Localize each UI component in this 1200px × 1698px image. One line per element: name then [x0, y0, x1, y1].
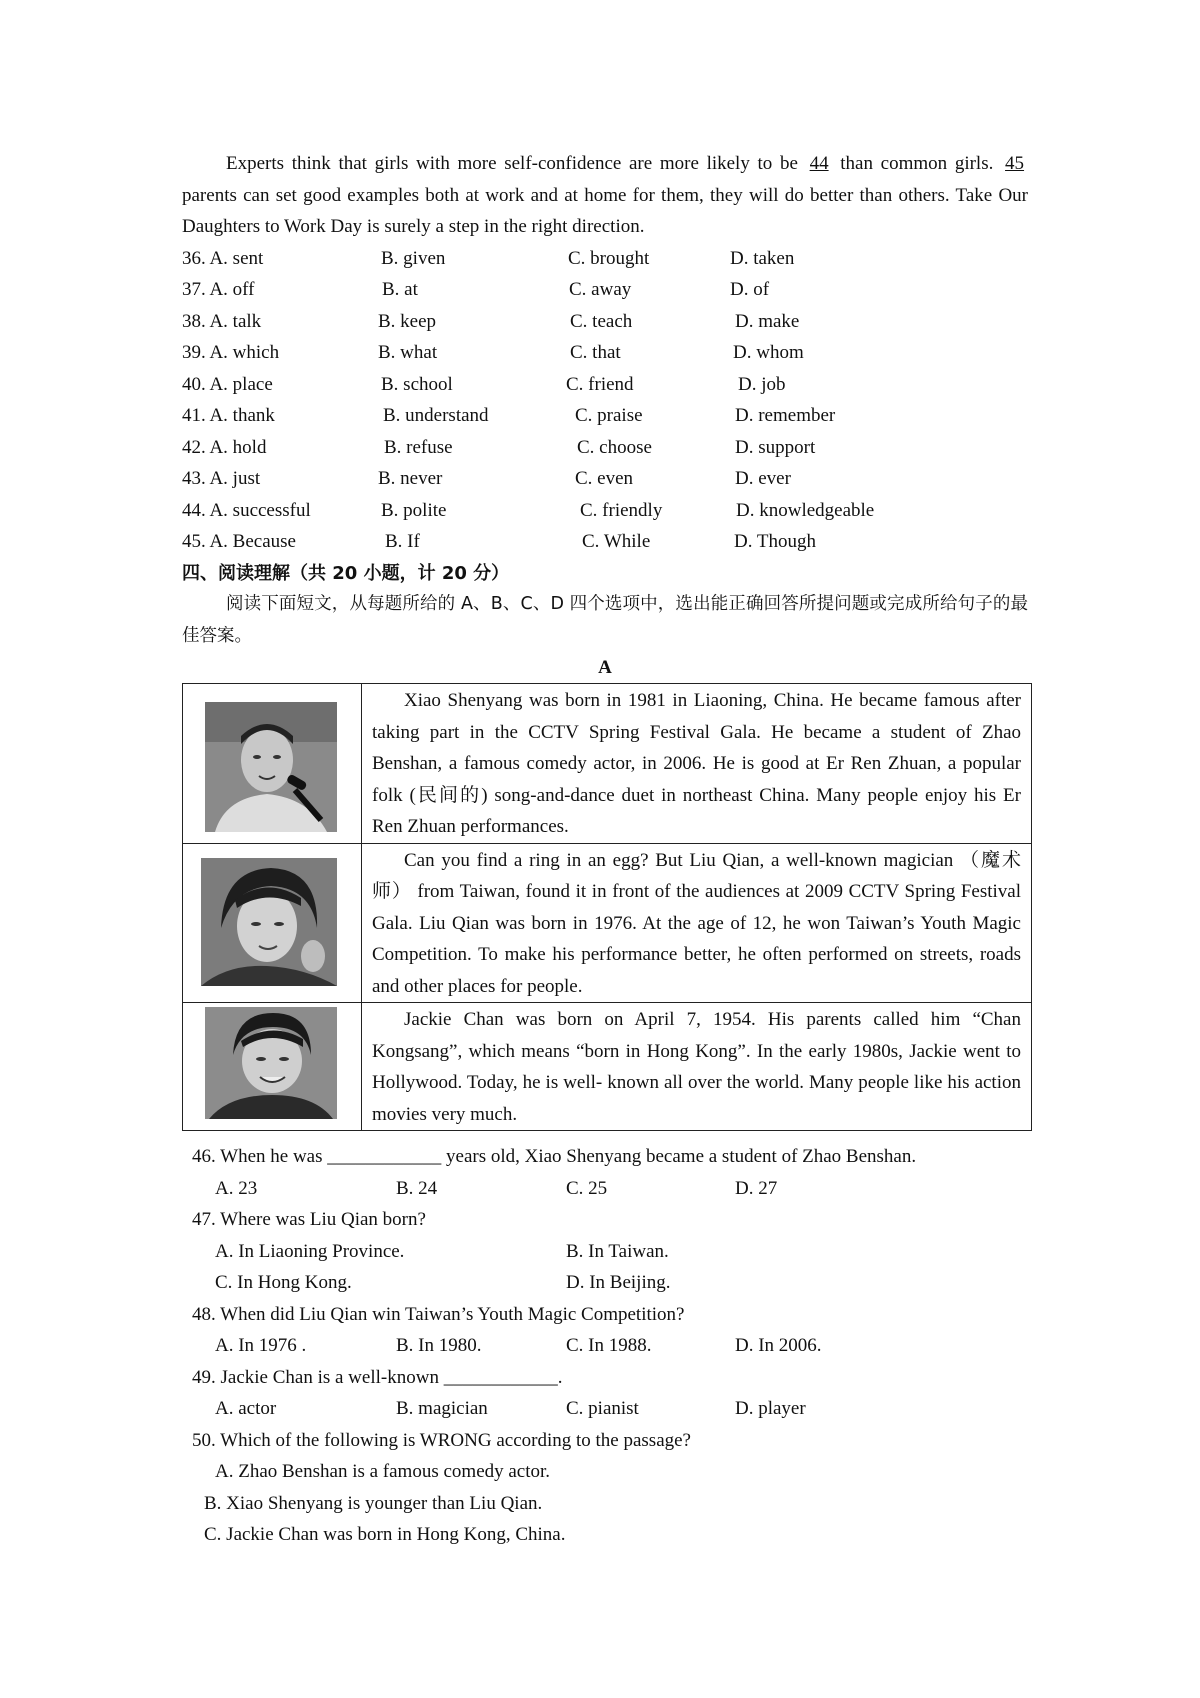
- cloze-row: [182, 400, 1028, 432]
- photo-cell: [183, 684, 362, 844]
- section-heading: 四、阅读理解（共 20 小题，计 20 分）: [182, 562, 510, 584]
- option-d: D. job: [738, 373, 786, 395]
- cloze-row: [182, 369, 1028, 401]
- blank-44: 44: [809, 153, 829, 174]
- option-c: C. friend: [566, 373, 634, 395]
- question-47: 47. Where was Liu Qian born?: [192, 1209, 426, 1230]
- passage-paragraph: [182, 148, 1028, 243]
- question-49: 49. Jackie Chan is a well-known ____________.: [192, 1366, 563, 1388]
- option-a: 44. A. successful: [182, 499, 311, 521]
- page-content: [182, 148, 1028, 684]
- option-b: B. 24: [396, 1177, 438, 1199]
- option-c: C. that: [570, 342, 621, 363]
- option-d: D. In Beijing.: [566, 1272, 671, 1293]
- option-a: 42. A. hold: [182, 436, 267, 458]
- profile-text-cell: [362, 843, 1032, 1003]
- option-a: 41. A. thank: [182, 405, 275, 426]
- option-b: B. In Taiwan.: [566, 1240, 669, 1262]
- option-d: D. support: [735, 436, 816, 458]
- option-a: 36. A. sent: [182, 247, 264, 269]
- profile-text-cell: [362, 684, 1032, 844]
- section-instruction: 阅读下面短文，从每题所给的 A、B、C、D 四个选项中，选出能正确回答所提问题或完成所给句子的最佳答案。: [182, 594, 1028, 646]
- profile-row: [183, 684, 1032, 844]
- option-b: B. Xiao Shenyang is younger than Liu Qian.: [204, 1492, 543, 1514]
- option-c: C. praise: [575, 405, 643, 426]
- cloze-row: [182, 432, 1028, 464]
- option-b: B. at: [382, 279, 418, 300]
- question-50: 50. Which of the following is WRONG according to the passage?: [192, 1429, 691, 1451]
- option-50-c: [192, 1519, 1032, 1551]
- option-d: D. In 2006.: [735, 1335, 822, 1356]
- questions: [192, 1141, 1032, 1551]
- portrait-jackie-chan: [205, 1007, 337, 1119]
- option-c: C. choose: [577, 436, 652, 458]
- options-49: [192, 1393, 1032, 1425]
- cloze-row: [182, 243, 1028, 275]
- option-c: C. pianist: [566, 1398, 639, 1419]
- option-d: D. knowledgeable: [736, 499, 875, 521]
- option-d: D. Though: [734, 531, 816, 552]
- option-c: C. teach: [570, 310, 633, 332]
- question-46: 46. When he was ____________ years old, Xiao Shenyang became a student of Zhao Benshan.: [192, 1146, 917, 1167]
- option-a: 37. A. off: [182, 279, 255, 300]
- passage-label: A: [598, 657, 612, 678]
- option-b: B. school: [381, 373, 453, 395]
- option-d: D. 27: [735, 1177, 778, 1199]
- options-47-row2: [192, 1267, 1032, 1299]
- photo-cell: [183, 843, 362, 1003]
- blank-45: 45: [1005, 153, 1025, 174]
- option-b: B. what: [378, 342, 438, 363]
- option-c: C. In 1988.: [566, 1335, 652, 1356]
- passage-text: Experts think that girls with more self-confidence are more likely to be: [226, 153, 798, 174]
- option-b: B. keep: [378, 310, 437, 332]
- option-b: B. given: [381, 247, 446, 269]
- option-d: D. player: [735, 1398, 806, 1419]
- profile-text-cell: [362, 1003, 1032, 1131]
- options-47-row1: [192, 1236, 1032, 1268]
- profile-text: Xiao Shenyang was born in 1981 in Liaoning, China. He became famous after taking part in the CCTV Spring Festival Gala. He became a student of Zhao Benshan, a famous comedy actor, in 2006. He is good at Er Ren Zhuan, a popular folk (民间的) song-and-dance duet in northeast China. Many people enjoy his Er Ren Zhuan performances.: [372, 690, 1021, 837]
- option-50-a: [192, 1456, 1032, 1488]
- option-a: A. In Liaoning Province.: [215, 1240, 405, 1262]
- portrait-liu-qian: [201, 858, 337, 986]
- option-b: B. polite: [381, 499, 447, 521]
- option-d: D. whom: [733, 342, 804, 363]
- option-a: 40. A. place: [182, 373, 273, 395]
- profile-row: [183, 1003, 1032, 1131]
- option-a: A. In 1976 .: [215, 1335, 307, 1356]
- profile-text: Jackie Chan was born on April 7, 1954. His parents called him “Chan Kongsang”, which means “born in Hong Kong”. In the early 1980s, Jackie went to Hollywood. Today, he is well- known all over the world. Many people like his action movies very much.: [372, 1009, 1021, 1125]
- option-d: D. make: [735, 310, 800, 332]
- cloze-row: [182, 274, 1028, 306]
- option-c: C. away: [569, 279, 632, 300]
- cloze-row: [182, 463, 1028, 495]
- passage-text: parents can set good examples both at work and at home for them, they will do better than others. Take Our Daughters to Work Day is surely a step in the right direction.: [182, 184, 1028, 237]
- option-a: 39. A. which: [182, 342, 280, 363]
- options-46: [192, 1173, 1032, 1205]
- option-d: D. remember: [735, 405, 836, 426]
- question-48: 48. When did Liu Qian win Taiwan’s Youth Magic Competition?: [192, 1303, 685, 1325]
- option-c: C. friendly: [580, 499, 663, 521]
- cloze-row: [182, 495, 1028, 527]
- profile-row: [183, 843, 1032, 1003]
- option-b: B. refuse: [384, 436, 453, 458]
- option-c: C. In Hong Kong.: [215, 1272, 352, 1293]
- option-b: B. magician: [396, 1398, 488, 1419]
- profile-text: Can you find a ring in an egg? But Liu Qian, a well-known magician （魔术师） from Taiwan, found it in front of the audiences at 2009 CCTV Spring Festival Gala. Liu Qian was born in 1976. At the age of 12, he won Taiwan’s Youth Magic Competition. To make his performance better, he often performed on streets, roads and other places for people.: [372, 849, 1021, 997]
- option-a: 38. A. talk: [182, 310, 262, 332]
- option-a: A. actor: [215, 1398, 277, 1419]
- option-c: C. While: [582, 531, 651, 552]
- option-c: C. brought: [568, 247, 650, 269]
- option-b: B. If: [385, 531, 420, 552]
- option-b: B. never: [378, 468, 443, 489]
- photo-cell: [183, 1003, 362, 1131]
- option-d: D. of: [730, 279, 770, 300]
- cloze-options: [182, 243, 1028, 558]
- option-d: D. ever: [735, 468, 791, 489]
- option-c: C. Jackie Chan was born in Hong Kong, China.: [204, 1524, 566, 1545]
- option-a: A. Zhao Benshan is a famous comedy actor.: [215, 1461, 551, 1482]
- option-c: C. 25: [566, 1177, 608, 1199]
- option-c: C. even: [575, 468, 634, 489]
- option-b: B. understand: [383, 405, 489, 426]
- option-d: D. taken: [730, 247, 795, 269]
- option-b: B. In 1980.: [396, 1335, 482, 1356]
- cloze-row: [182, 306, 1028, 338]
- option-a: 45. A. Because: [182, 531, 296, 552]
- options-48: [192, 1330, 1032, 1362]
- option-50-b: [192, 1488, 1032, 1520]
- option-a: 43. A. just: [182, 468, 261, 489]
- profiles-table: [182, 683, 1032, 1131]
- cloze-row: [182, 526, 1028, 558]
- portrait-xiao-shenyang: [205, 702, 337, 832]
- cloze-row: [182, 337, 1028, 369]
- option-a: A. 23: [215, 1177, 258, 1199]
- passage-text: than common girls.: [840, 153, 994, 174]
